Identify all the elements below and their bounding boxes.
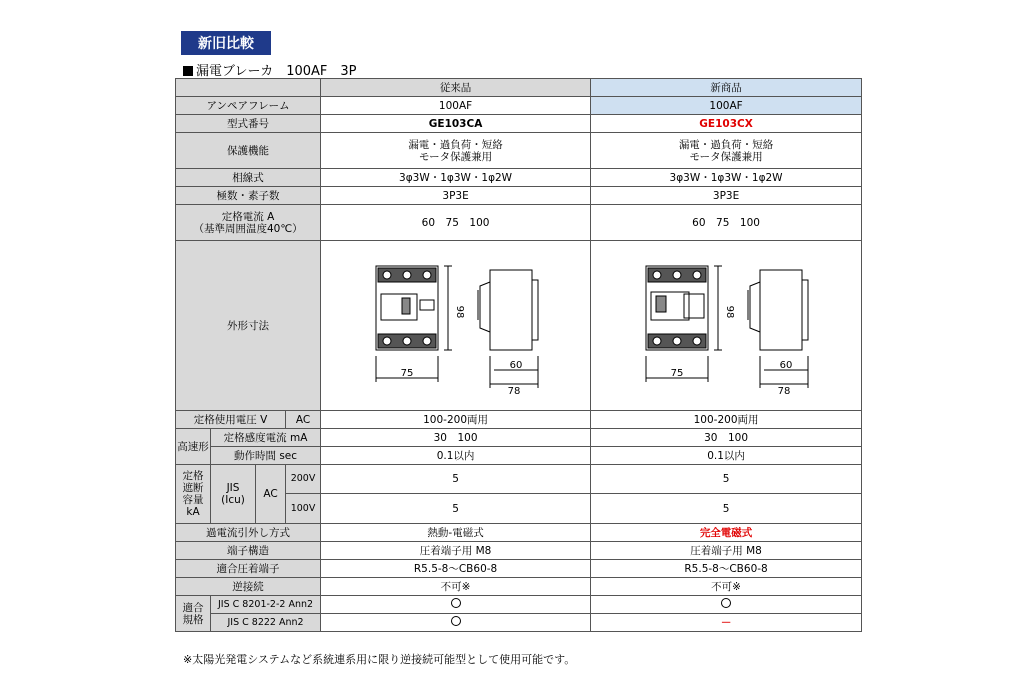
depth-label: 60	[509, 359, 522, 371]
circle-mark-icon	[721, 598, 731, 608]
new-value	[591, 596, 862, 614]
old-value: 5	[321, 465, 591, 494]
new-value	[591, 133, 862, 169]
height-label: 98	[724, 305, 736, 318]
circle-mark-icon	[451, 598, 461, 608]
table-row	[176, 97, 862, 115]
new-value: 30 100	[591, 429, 862, 447]
row-label: JIS C 8222 Ann2	[211, 614, 321, 632]
old-value: 100AF	[321, 97, 591, 115]
new-value: 3φ3W・1φ3W・1φ2W	[591, 169, 862, 187]
new-value: 圧着端子用 M8	[591, 542, 862, 560]
row-label: 過電流引外し方式	[176, 524, 321, 542]
old-value	[321, 614, 591, 632]
ac-label: AC	[256, 465, 286, 524]
depth-label: 78	[507, 385, 520, 396]
table-row	[176, 187, 862, 205]
old-value: 熱動-電磁式	[321, 524, 591, 542]
table-row	[176, 115, 862, 133]
new-value: 100-200両用	[591, 411, 862, 429]
square-bullet-icon	[183, 66, 193, 76]
row-label: 適合圧着端子	[176, 560, 321, 578]
depth-label: 60	[779, 359, 793, 371]
old-value: 100-200両用	[321, 411, 591, 429]
jis-label	[211, 465, 256, 524]
new-value: 60 75 100	[591, 205, 862, 241]
width-label: 75	[670, 367, 684, 379]
old-value: 30 100	[321, 429, 591, 447]
old-value: 圧着端子用 M8	[321, 542, 591, 560]
new-value: 100AF	[591, 97, 862, 115]
new-value-line: モータ保護兼用	[689, 150, 763, 163]
row-label: 端子構造	[176, 542, 321, 560]
header-row	[176, 79, 862, 97]
table-row	[176, 241, 862, 411]
old-value	[321, 596, 591, 614]
new-product-header: 新商品	[591, 79, 862, 97]
row-group-label-line: 適合	[182, 601, 204, 614]
old-value-line: モータ保護兼用	[419, 150, 493, 163]
new-value: 5	[591, 465, 862, 494]
row-label-line: （基準周囲温度40℃）	[193, 222, 303, 235]
new-not-applicable: －	[591, 614, 862, 632]
row-label: 型式番号	[176, 115, 321, 133]
row-group-label	[176, 465, 211, 524]
row-label: 定格使用電圧 V	[176, 411, 286, 429]
comparison-badge: 新旧比較	[181, 31, 271, 55]
row-label: 外形寸法	[176, 241, 321, 411]
old-model-number: GE103CA	[321, 115, 591, 133]
table-row	[176, 578, 862, 596]
table-row	[176, 169, 862, 187]
table-row	[176, 542, 862, 560]
old-value: R5.5-8～CB60-8	[321, 560, 591, 578]
row-group-label	[176, 596, 211, 632]
row-group-label-line: 規格	[182, 613, 204, 626]
new-value: 5	[591, 494, 862, 524]
table-row	[176, 133, 862, 169]
old-dimension-drawing	[321, 241, 591, 411]
old-value-line: 漏電・過負荷・短絡	[408, 138, 503, 151]
old-value: 5	[321, 494, 591, 524]
header-corner	[176, 79, 321, 97]
old-product-header: 従来品	[321, 79, 591, 97]
row-group-label-line: 容量	[182, 494, 204, 506]
new-value: 0.1以内	[591, 447, 862, 465]
new-model-number: GE103CX	[591, 115, 862, 133]
height-label: 98	[453, 305, 465, 318]
voltage-200v-label: 200V	[286, 465, 321, 494]
table-row	[176, 205, 862, 241]
row-group-label-line: kA	[186, 506, 200, 518]
table-row	[176, 429, 862, 447]
row-group-label: 高速形	[176, 429, 211, 465]
subtitle-text: 漏電ブレーカ 100AF 3P	[196, 64, 357, 79]
new-value: 3P3E	[591, 187, 862, 205]
breaker-drawing-old	[356, 256, 556, 396]
row-label: 動作時間 sec	[211, 447, 321, 465]
width-label: 75	[400, 367, 413, 379]
row-sublabel: AC	[286, 411, 321, 429]
row-label: JIS C 8201-2-2 Ann2	[211, 596, 321, 614]
product-subtitle	[183, 60, 357, 79]
row-group-label-line: 遮断	[182, 482, 204, 494]
table-row	[176, 560, 862, 578]
footnote: ※太陽光発電システムなど系統連系用に限り逆接続可能型として使用可能です。	[183, 653, 576, 666]
new-trip-method: 完全電磁式	[591, 524, 862, 542]
row-label: アンペアフレーム	[176, 97, 321, 115]
table-row	[176, 596, 862, 614]
spec-comparison-table	[175, 78, 862, 632]
new-value: 不可※	[591, 578, 862, 596]
old-value: 3P3E	[321, 187, 591, 205]
row-label: 保護機能	[176, 133, 321, 169]
jis-label-line: (Icu)	[221, 494, 245, 506]
old-value: 60 75 100	[321, 205, 591, 241]
row-label-line: 定格電流 A	[221, 210, 275, 223]
row-label: 逆接続	[176, 578, 321, 596]
old-value: 0.1以内	[321, 447, 591, 465]
row-label	[176, 205, 321, 241]
table-row	[176, 411, 862, 429]
new-value-line: 漏電・過負荷・短絡	[678, 138, 774, 151]
row-label: 定格感度電流 mA	[211, 429, 321, 447]
new-dimension-drawing	[591, 241, 862, 411]
new-value: R5.5-8～CB60-8	[591, 560, 862, 578]
breaker-drawing-new	[626, 256, 826, 396]
old-value: 不可※	[321, 578, 591, 596]
old-value: 3φ3W・1φ3W・1φ2W	[321, 169, 591, 187]
table-row	[176, 447, 862, 465]
old-value	[321, 133, 591, 169]
table-row	[176, 465, 862, 494]
voltage-100v-label: 100V	[286, 494, 321, 524]
depth-label: 78	[777, 385, 791, 396]
jis-label-line: JIS	[226, 482, 240, 494]
table-row	[176, 524, 862, 542]
row-group-label-line: 定格	[182, 470, 204, 482]
table-row	[176, 614, 862, 632]
row-label: 相線式	[176, 169, 321, 187]
row-label: 極数・素子数	[176, 187, 321, 205]
circle-mark-icon	[451, 616, 461, 626]
